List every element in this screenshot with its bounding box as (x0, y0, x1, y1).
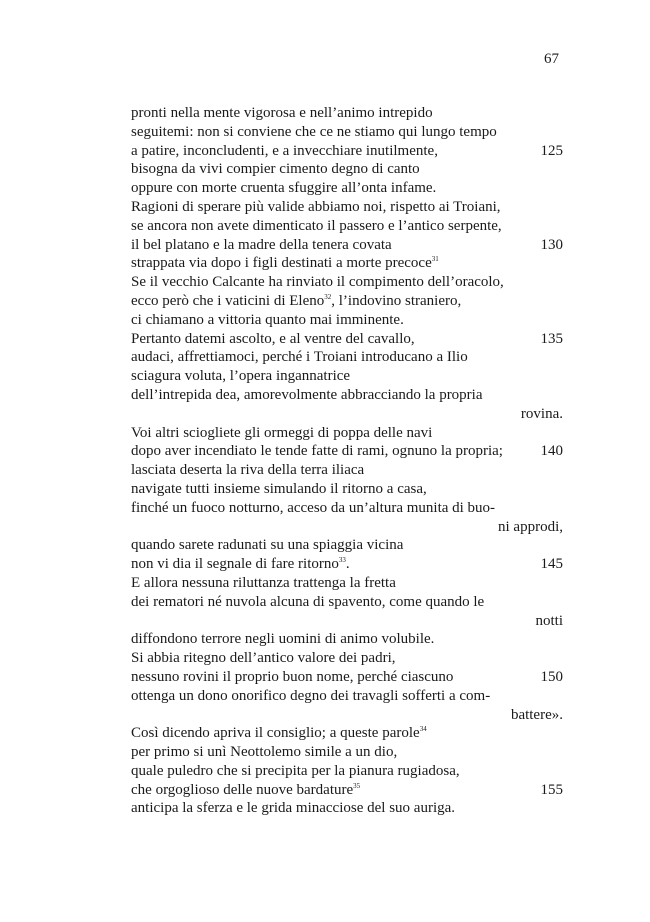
poem-line (131, 179, 563, 198)
footnote-marker: 35 (353, 781, 361, 790)
line-number: 150 (540, 668, 563, 685)
line-text: Si abbia ritegno dell’antico valore dei padri, (131, 650, 396, 667)
line-text: a patire, inconcludenti, e a invecchiare inutilmente, (131, 142, 438, 159)
line-text: se ancora non avete dimenticato il passero e l’antico serpente, (131, 217, 502, 234)
poem-line (131, 687, 563, 706)
poem-line (131, 142, 563, 161)
footnote-marker: 31 (431, 255, 439, 264)
line-text: finché un fuoco notturno, acceso da un’altura munita di buo- (131, 499, 496, 516)
line-text: per primo si unì Neottolemo simile a un dio, (131, 744, 398, 761)
poem-line (131, 706, 563, 725)
line-text-continuation: , l’indovino straniero, (331, 292, 462, 309)
poem-line (131, 762, 563, 781)
line-text: strappata via dopo i figli destinati a morte precoce (131, 255, 432, 272)
line-text: ecco però che i vaticini di Eleno (131, 292, 325, 309)
poem-line (131, 499, 563, 518)
poem-line (131, 123, 563, 142)
line-text: il bel platano e la madre della tenera covata (131, 236, 392, 253)
poem-line (131, 311, 563, 330)
poem-line (131, 612, 563, 631)
poem-line (131, 348, 563, 367)
line-text: lasciata deserta la riva della terra iliaca (131, 462, 365, 479)
poem-line (131, 292, 563, 311)
line-text: bisogna da vivi compier cimento degno di canto (131, 161, 420, 178)
footnote-marker: 32 (324, 292, 332, 301)
line-number: 140 (540, 443, 563, 460)
line-text: dell’intrepida dea, amorevolmente abbracciando la propria (131, 386, 483, 403)
line-text: navigate tutti insieme simulando il ritorno a casa, (131, 480, 427, 497)
line-text: Così dicendo apriva il consiglio; a queste parole (131, 725, 420, 742)
line-text: ottenga un dono onorifico degno dei travagli sofferti a com- (131, 687, 491, 704)
poem-line (131, 536, 563, 555)
line-text: Pertanto datemi ascolto, e al ventre del cavallo, (131, 330, 415, 347)
line-number: 135 (540, 330, 563, 347)
line-text: dei rematori né nuvola alcuna di spavento, come quando le (131, 593, 485, 610)
poem-line (131, 330, 563, 349)
footnote-marker: 33 (338, 556, 346, 565)
page-number: 67 (544, 51, 559, 67)
line-text: sciagura voluta, l’opera ingannatrice (131, 368, 351, 385)
poem-line (131, 555, 563, 574)
line-text-continuation: . (345, 556, 350, 573)
poem-line (131, 217, 563, 236)
line-text: quale puledro che si precipita per la pianura rugiadosa, (131, 762, 460, 779)
line-text: Ragioni di sperare più valide abbiamo noi, rispetto ai Troiani, (131, 198, 501, 215)
poem-line (131, 724, 563, 743)
line-number: 130 (540, 236, 563, 253)
poem-line (131, 273, 563, 292)
poem-line (131, 405, 563, 424)
line-text: notti (535, 612, 563, 629)
line-text: ni approdi, (498, 518, 563, 535)
line-text: che orgoglioso delle nuove bardature (131, 781, 354, 798)
poem-line (131, 424, 563, 443)
line-number: 155 (540, 781, 563, 798)
footnote-marker: 34 (419, 725, 427, 734)
line-text: nessuno rovini il proprio buon nome, perché ciascuno (131, 668, 454, 685)
line-text: seguitemi: non si conviene che ce ne stiamo qui lungo tempo (131, 123, 497, 140)
line-text: quando sarete radunati su una spiaggia vicina (131, 537, 404, 554)
poem-line (131, 518, 563, 537)
line-number: 145 (540, 556, 563, 573)
line-text: audaci, affrettiamoci, perché i Troiani introducano a Ilio (131, 349, 468, 366)
line-text: Se il vecchio Calcante ha rinviato il compimento dell’oracolo, (131, 274, 504, 291)
line-text: non vi dia il segnale di fare ritorno (131, 556, 339, 573)
poem-line (131, 367, 563, 386)
poem-text (131, 104, 563, 818)
line-text: diffondono terrore negli uomini di animo volubile. (131, 631, 435, 648)
poem-line (131, 743, 563, 762)
line-text: Voi altri sciogliete gli ormeggi di poppa delle navi (131, 424, 433, 441)
poem-line (131, 668, 563, 687)
poem-line (131, 574, 563, 593)
line-text: battere». (510, 706, 563, 723)
poem-line (131, 630, 563, 649)
poem-line (131, 254, 563, 273)
poem-line (131, 442, 563, 461)
line-text: rovina. (520, 405, 563, 422)
poem-line (131, 236, 563, 255)
poem-line (131, 480, 563, 499)
poem-line (131, 104, 563, 123)
poem-line (131, 593, 563, 612)
poem-line (131, 386, 563, 405)
poem-line (131, 461, 563, 480)
poem-line (131, 160, 563, 179)
poem-line (131, 649, 563, 668)
poem-line (131, 781, 563, 800)
poem-line (131, 799, 563, 818)
line-text: ci chiamano a vittoria quanto mai imminente. (131, 311, 404, 328)
line-text: oppure con morte cruenta sfuggire all’onta infame. (131, 180, 437, 197)
line-text: dopo aver incendiato le tende fatte di rami, ognuno la propria; (131, 443, 503, 460)
line-text: pronti nella mente vigorosa e nell’animo intrepido (131, 105, 433, 121)
line-text: E allora nessuna riluttanza trattenga la fretta (131, 574, 396, 591)
line-number: 125 (540, 142, 563, 159)
poem-line (131, 198, 563, 217)
line-text: anticipa la sferza e le grida minacciose del suo auriga. (131, 800, 456, 817)
